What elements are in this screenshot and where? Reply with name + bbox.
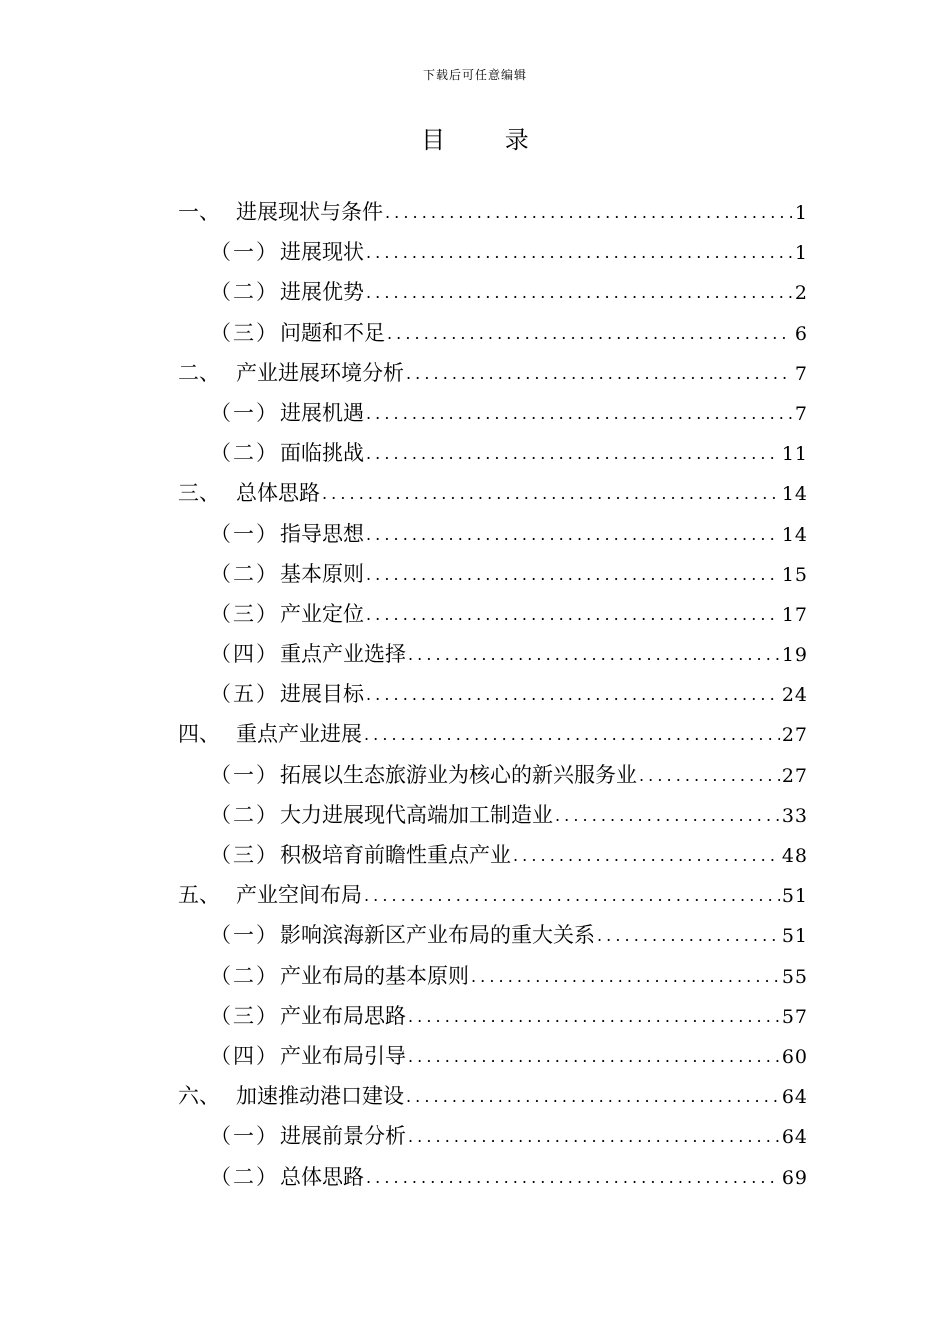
- toc-entry-page-number: 17: [781, 603, 808, 626]
- toc-entry-number: （三）: [210, 1003, 279, 1028]
- toc-dot-leader: [406, 1077, 780, 1117]
- toc-dot-leader: [366, 1158, 780, 1198]
- toc-entry[interactable]: [178, 1116, 808, 1156]
- toc-entry[interactable]: [178, 1076, 808, 1116]
- toc-entry-title: 重点产业选择: [280, 642, 406, 667]
- toc-entry-page-number: 24: [781, 684, 808, 707]
- toc-entry-page-number: 33: [781, 804, 808, 827]
- toc-dot-leader: [408, 635, 780, 675]
- toc-entry-title: 总体思路: [280, 1164, 364, 1189]
- page-title: 目 录: [421, 126, 555, 154]
- toc-dot-leader: [387, 314, 792, 354]
- toc-dot-leader: [366, 394, 792, 434]
- toc-dot-leader: [471, 957, 780, 997]
- toc-entry[interactable]: [178, 594, 808, 634]
- toc-dot-leader: [366, 675, 780, 715]
- toc-entry-page-number: 19: [781, 644, 808, 667]
- toc-entry[interactable]: [178, 755, 808, 795]
- toc-entry-number: （一）: [210, 521, 279, 546]
- toc-entry[interactable]: [178, 353, 808, 393]
- toc-entry-number: （一）: [210, 1124, 279, 1149]
- toc-entry[interactable]: [178, 313, 808, 353]
- toc-entry-page-number: 2: [794, 282, 808, 305]
- toc-dot-leader: [408, 997, 780, 1037]
- toc-entry-title: 重点产业进展: [236, 722, 362, 747]
- toc-entry[interactable]: [178, 915, 808, 955]
- toc-entry[interactable]: [178, 473, 808, 513]
- toc-entry-number: （二）: [210, 441, 279, 466]
- toc-dot-leader: [364, 715, 780, 755]
- toc-dot-leader: [364, 876, 780, 916]
- toc-entry[interactable]: [178, 634, 808, 674]
- toc-entry-page-number: 48: [781, 845, 808, 867]
- toc-entry-page-number: 15: [781, 563, 808, 586]
- toc-entry[interactable]: [178, 835, 808, 875]
- toc-entry-page-number: 51: [781, 885, 808, 908]
- toc-dot-leader: [385, 193, 792, 233]
- toc-entry-page-number: 14: [781, 523, 808, 546]
- toc-entry-title: 产业布局引导: [280, 1043, 406, 1068]
- toc-entry-page-number: 27: [781, 764, 808, 787]
- toc-entry-number: （一）: [210, 400, 279, 425]
- toc-entry-title: 进展目标: [280, 682, 364, 707]
- toc-entry-page-number: 60: [781, 1045, 808, 1068]
- toc-entry-title: 产业空间布局: [236, 883, 362, 908]
- toc-entry-title: 指导思想: [280, 521, 364, 546]
- toc-dot-leader: [322, 474, 780, 514]
- toc-entry-title: 产业定位: [280, 601, 364, 626]
- toc-entry-page-number: 55: [781, 965, 808, 988]
- toc-dot-leader: [513, 836, 780, 876]
- toc-dot-leader: [555, 796, 780, 836]
- toc-entry-title: 进展现状与条件: [236, 200, 383, 224]
- toc-entry-title: 总体思路: [236, 481, 320, 506]
- toc-entry[interactable]: [178, 1036, 808, 1076]
- toc-entry-page-number: 27: [781, 724, 808, 747]
- toc-entry-number: 一、: [178, 200, 220, 224]
- toc-dot-leader: [366, 233, 792, 273]
- toc-entry-page-number: 11: [781, 443, 808, 466]
- toc-entry-page-number: 64: [781, 1126, 808, 1149]
- toc-entry-title: 进展前景分析: [280, 1124, 406, 1149]
- toc-entry-number: （一）: [210, 240, 279, 265]
- toc-entry-number: （五）: [210, 682, 279, 707]
- toc-entry-page-number: 69: [781, 1166, 808, 1189]
- toc-entry[interactable]: [178, 875, 808, 915]
- toc-entry-title: 进展优势: [280, 280, 364, 305]
- toc-entry[interactable]: [178, 554, 808, 594]
- toc-dot-leader: [408, 1117, 780, 1157]
- toc-entry[interactable]: [178, 272, 808, 312]
- toc-entry[interactable]: [178, 956, 808, 996]
- toc-entry-number: 六、: [178, 1084, 220, 1109]
- toc-entry-number: （三）: [210, 843, 279, 867]
- toc-entry-number: （一）: [210, 923, 279, 948]
- toc-entry-page-number: 1: [794, 242, 808, 265]
- toc-entry-number: 三、: [178, 481, 220, 506]
- toc-dot-leader: [639, 756, 780, 796]
- header-note: 下载后可任意编辑: [422, 68, 527, 82]
- toc-entry-number: （三）: [210, 601, 279, 626]
- toc-entry-title: 进展现状: [280, 240, 364, 265]
- toc-dot-leader: [366, 595, 780, 635]
- toc-entry[interactable]: [178, 393, 808, 433]
- toc-entry-number: （二）: [210, 802, 279, 827]
- toc-dot-leader: [406, 354, 792, 394]
- toc-entry[interactable]: [178, 232, 808, 272]
- table-of-contents: [178, 192, 808, 1197]
- toc-entry-number: （二）: [210, 1164, 279, 1189]
- toc-entry-title: 积极培育前瞻性重点产业: [280, 843, 511, 867]
- toc-entry-title: 拓展以生态旅游业为核心的新兴服务业: [280, 762, 637, 787]
- toc-entry-number: 二、: [178, 360, 220, 385]
- toc-entry-title: 产业进展环境分析: [236, 360, 404, 385]
- toc-entry-page-number: 51: [781, 925, 808, 948]
- toc-entry-page-number: 7: [794, 402, 808, 425]
- toc-entry-title: 产业布局思路: [280, 1003, 406, 1028]
- toc-entry-number: 五、: [178, 883, 220, 908]
- toc-entry-number: （二）: [210, 280, 279, 305]
- toc-entry-page-number: 64: [781, 1086, 808, 1109]
- toc-entry[interactable]: [178, 514, 808, 554]
- toc-entry-page-number: 1: [794, 202, 808, 224]
- toc-entry-title: 基本原则: [280, 561, 364, 586]
- toc-entry-number: （二）: [210, 561, 279, 586]
- toc-entry-page-number: 14: [781, 483, 808, 506]
- toc-dot-leader: [366, 555, 780, 595]
- toc-entry-number: （一）: [210, 762, 279, 787]
- toc-entry-page-number: 57: [781, 1005, 808, 1028]
- toc-dot-leader: [597, 916, 780, 956]
- toc-entry-number: 四、: [178, 722, 220, 747]
- toc-entry-number: （二）: [210, 963, 279, 988]
- toc-entry[interactable]: [178, 192, 808, 232]
- toc-dot-leader: [408, 1037, 780, 1077]
- toc-entry[interactable]: [178, 996, 808, 1036]
- toc-dot-leader: [366, 434, 780, 474]
- toc-entry-page-number: 6: [794, 322, 808, 345]
- toc-entry-title: 大力进展现代高端加工制造业: [280, 802, 553, 827]
- toc-dot-leader: [366, 273, 792, 313]
- toc-entry-title: 问题和不足: [280, 320, 385, 345]
- toc-entry-title: 面临挑战: [280, 441, 364, 466]
- toc-entry-title: 进展机遇: [280, 400, 364, 425]
- toc-dot-leader: [366, 515, 780, 555]
- toc-entry-title: 加速推动港口建设: [236, 1084, 404, 1109]
- toc-entry[interactable]: [178, 714, 808, 754]
- toc-entry[interactable]: [178, 1157, 808, 1197]
- toc-entry[interactable]: [178, 674, 808, 714]
- toc-entry-title: 影响滨海新区产业布局的重大关系: [280, 923, 595, 948]
- toc-entry-number: （四）: [210, 1043, 279, 1068]
- toc-entry[interactable]: [178, 433, 808, 473]
- toc-entry-title: 产业布局的基本原则: [280, 963, 469, 988]
- toc-entry-number: （四）: [210, 642, 279, 667]
- toc-entry-page-number: 7: [794, 362, 808, 385]
- toc-entry[interactable]: [178, 795, 808, 835]
- toc-entry-number: （三）: [210, 320, 279, 345]
